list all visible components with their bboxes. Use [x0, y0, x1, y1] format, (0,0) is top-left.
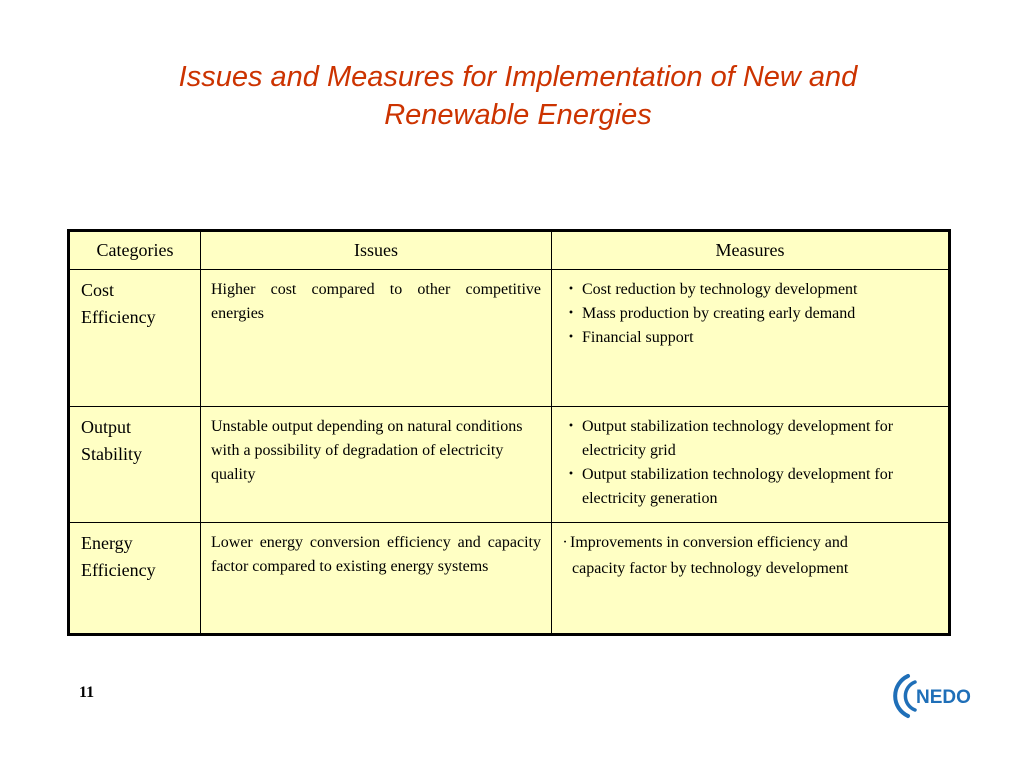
category-line: Energy	[81, 533, 133, 553]
table-row	[69, 270, 950, 407]
measure-item	[560, 302, 942, 326]
category-line: Output	[81, 417, 132, 437]
measure-item	[560, 278, 942, 302]
page-number: 11	[79, 684, 95, 701]
slide-title	[60, 58, 976, 134]
measure-text: Mass production by creating early demand	[582, 305, 856, 322]
category-line: Cost	[81, 280, 115, 300]
bullet-icon: ·	[562, 534, 568, 551]
table-header-row	[69, 231, 950, 270]
issue-cell: Unstable output depending on natural conditions with a possibility of degradation of electricity quality	[201, 407, 552, 523]
nedo-logo	[890, 668, 986, 724]
bullet-icon: ・	[562, 418, 579, 435]
issue-cell: Lower energy conversion efficiency and capacity factor compared to existing energy systems	[201, 523, 552, 635]
bullet-icon: ・	[562, 466, 579, 483]
title-line-1: Issues and Measures for Implementation of New and	[178, 61, 858, 93]
measure-text-continued: capacity factor by technology development	[572, 560, 849, 577]
measures-cell	[552, 270, 950, 407]
measure-text: Output stabilization technology development for electricity grid	[582, 418, 894, 459]
issues-measures-table	[67, 229, 951, 636]
measure-text: Improvements in conversion efficiency and	[570, 534, 848, 551]
category-cell	[69, 407, 201, 523]
header-categories: Categories	[69, 231, 201, 270]
title-line-2: Renewable Energies	[384, 99, 652, 131]
bullet-icon: ・	[562, 329, 579, 346]
bullet-icon: ・	[562, 305, 579, 322]
measure-item	[560, 326, 942, 350]
bullet-icon: ・	[562, 281, 579, 298]
category-line: Efficiency	[81, 307, 156, 327]
category-line: Efficiency	[81, 560, 156, 580]
category-cell	[69, 270, 201, 407]
measure-item	[560, 463, 942, 511]
measures-cell	[552, 407, 950, 523]
header-issues: Issues	[201, 231, 552, 270]
category-line: Stability	[81, 444, 143, 464]
measure-item	[560, 531, 942, 555]
measure-text: Financial support	[582, 329, 694, 346]
table-row	[69, 523, 950, 635]
table-row	[69, 407, 950, 523]
measure-text: Output stabilization technology development for electricity generation	[582, 466, 894, 507]
measure-item	[560, 415, 942, 463]
logo-text: NEDO	[916, 687, 971, 708]
header-measures: Measures	[552, 231, 950, 270]
category-cell	[69, 523, 201, 635]
nedo-logo-icon	[890, 668, 986, 724]
measures-cell	[552, 523, 950, 635]
issue-cell: Higher cost compared to other competitive energies	[201, 270, 552, 407]
measure-text: Cost reduction by technology development	[582, 281, 858, 298]
